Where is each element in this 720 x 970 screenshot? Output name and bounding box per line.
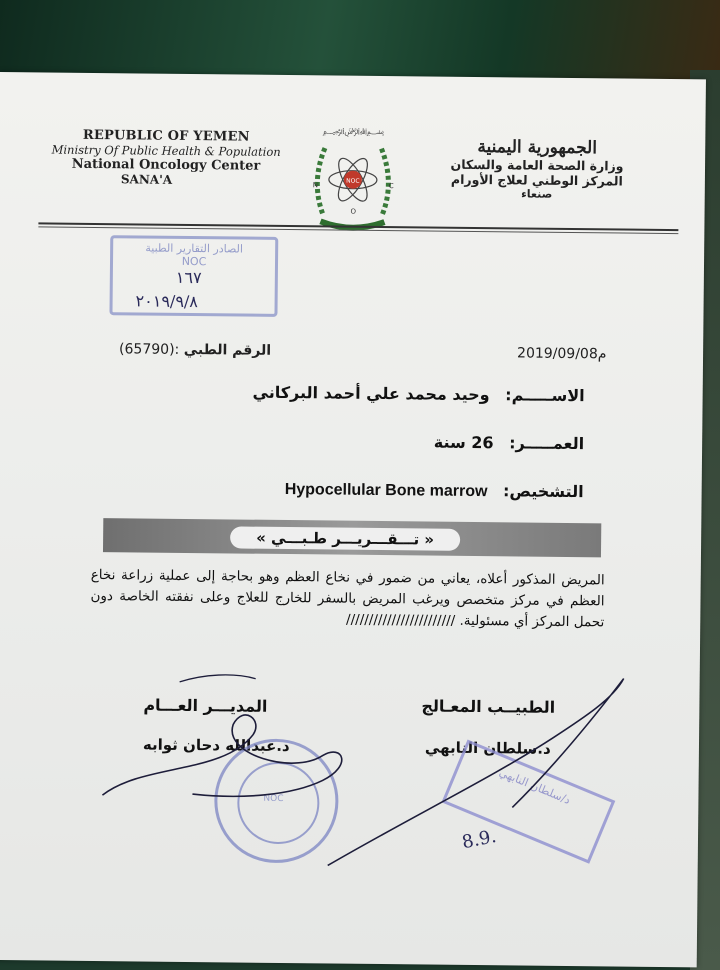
director-title: المديـــر العـــام [143, 695, 268, 716]
age-label: العمـــــر: [509, 433, 585, 454]
director-name: د.عبدالله دحان ثوابه [142, 735, 290, 756]
name-label: الاســـــم: [505, 385, 585, 406]
stamp-title: الصادر التقارير الطبية [145, 241, 244, 256]
ministry-name-en: Ministry Of Public Health & Population [51, 142, 281, 159]
medical-number-value: :(65790) [119, 341, 180, 358]
diagnosis-value: Hypocellular Bone marrow [284, 481, 488, 501]
signature-strokes [0, 72, 706, 967]
center-name-en: National Oncology Center [71, 156, 261, 174]
stamp-org: NOC [181, 254, 207, 269]
handwritten-report-date: ٢٠١٩/٩/٨ [135, 291, 199, 312]
country-name-ar: الجمهورية اليمنية [477, 137, 598, 159]
age-value: 26 سنة [433, 432, 494, 453]
svg-text:﷽: ﷽ [322, 126, 385, 137]
round-stamp-text: NOC [263, 793, 284, 805]
medical-report-sheet [0, 72, 706, 967]
svg-text:C: C [388, 182, 394, 191]
medical-number-label: الرقم الطبي [183, 341, 272, 359]
country-name-en: REPUBLIC OF YEMEN [82, 127, 250, 145]
svg-text:O: O [350, 207, 357, 216]
doctor-signature [328, 675, 624, 868]
logo-text: NOC [346, 177, 360, 185]
ministry-name-ar: وزارة الصحة العامة والسكان [450, 156, 624, 174]
diagnosis-label: التشخيص: [502, 481, 584, 502]
report-title: « تـــقـــريـــر طـبـــي » [230, 526, 460, 550]
doctor-title: الطبيــب المعـالج [421, 696, 556, 717]
city-name-ar: صنعاء [521, 187, 553, 201]
doctor-stamp-text: د/سلطان النابهي [497, 765, 573, 807]
report-date: 2019/09/08م [516, 345, 607, 363]
handwritten-sign-date: 8.9. [460, 825, 499, 854]
doctor-name: د.سلطان النابهي [424, 738, 551, 758]
director-signature-flourish [180, 674, 256, 682]
handwritten-report-number: ١٦٧ [175, 267, 202, 288]
director-signature [102, 713, 342, 797]
center-name-ar: المركز الوطني لعلاج الأورام [450, 171, 623, 189]
city-name-en: SANA'A [120, 172, 173, 187]
svg-text:N: N [312, 181, 319, 190]
name-value: وحيد محمد علي أحمد البركاني [252, 382, 490, 405]
report-body: المريض المذكور أعلاه، يعاني من ضمور في نخاع العظم وهو بحاجة إلى عملية زراعة نخاع العظم في مركز متخصص ويرغب المريض بالسفر للخارج للعلاج وعلى نفقته الخاصة دون تحمل المركز أي مسئولية. //////////////////////// [90, 566, 605, 631]
